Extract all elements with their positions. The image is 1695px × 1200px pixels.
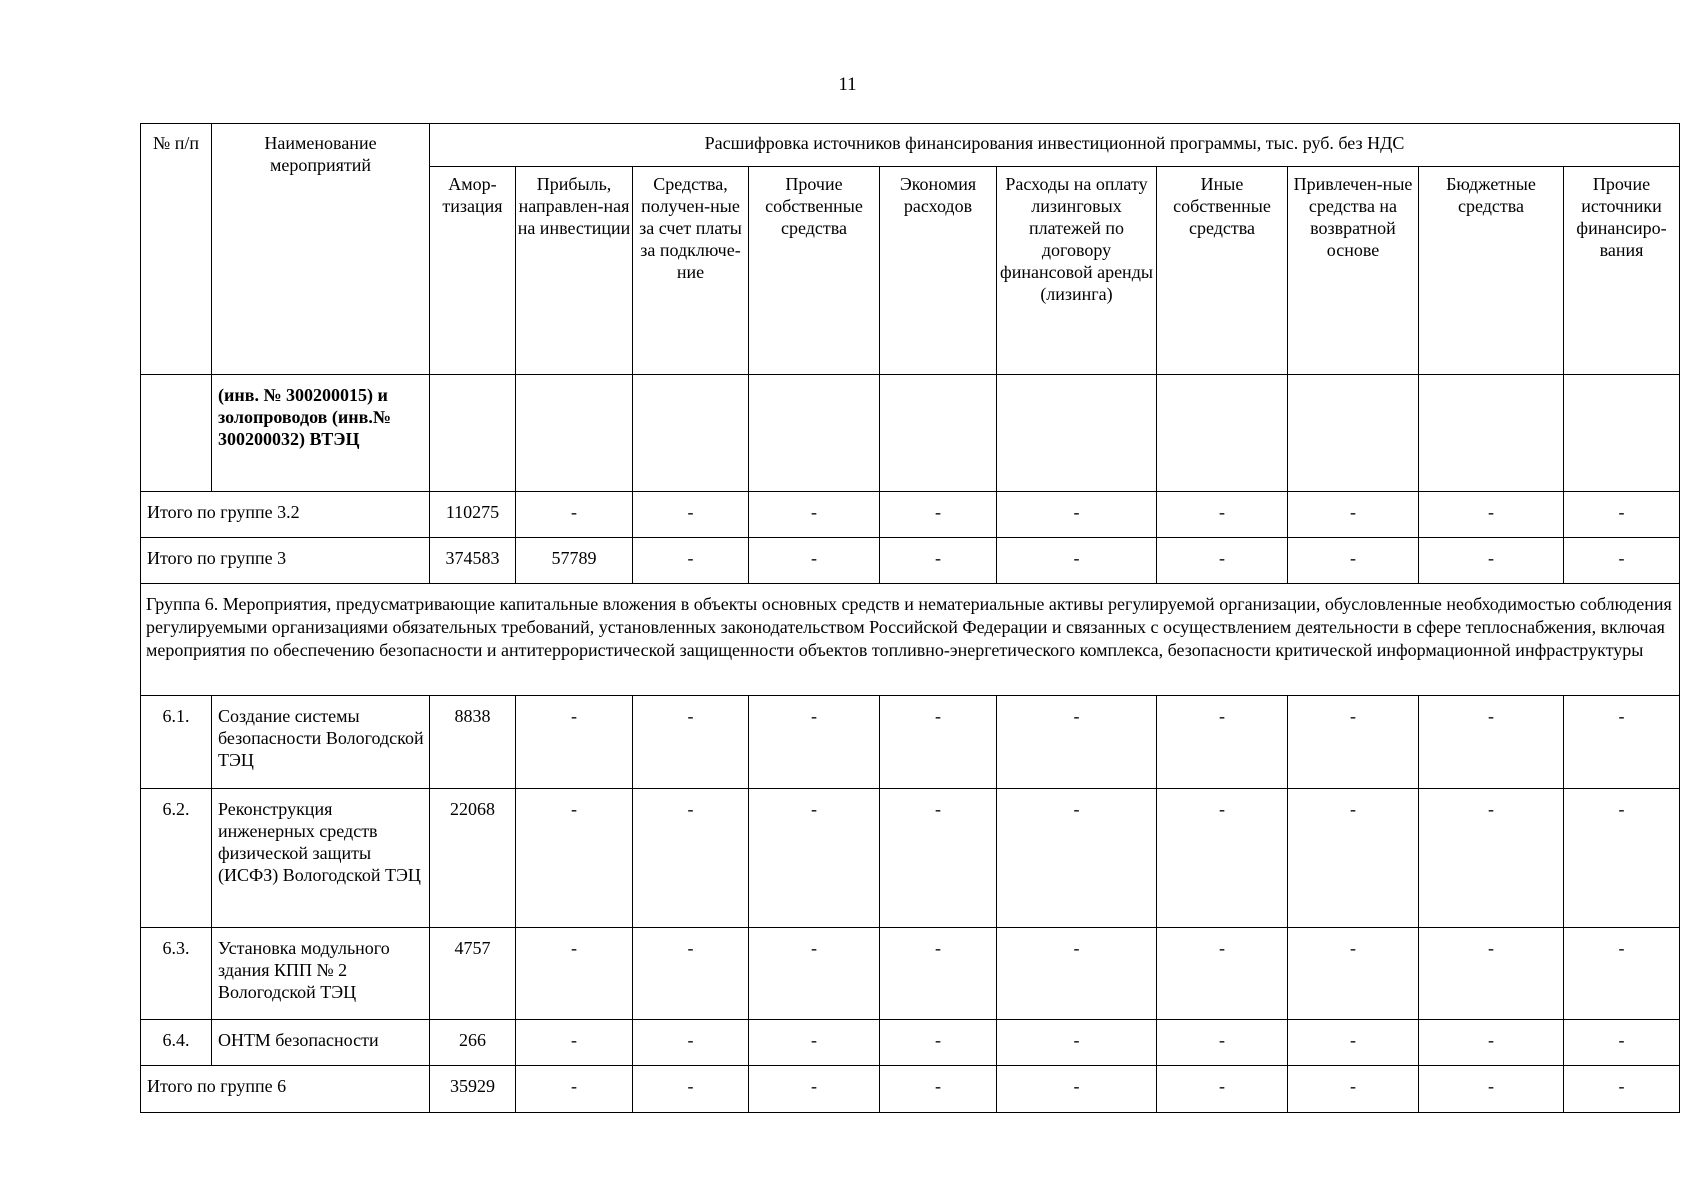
- cell-value: -: [1564, 492, 1680, 538]
- cell-value: -: [1288, 696, 1419, 789]
- header-row-top: [141, 124, 1680, 167]
- cell-num: 6.3.: [141, 928, 212, 1020]
- cell-value: -: [997, 928, 1157, 1020]
- cell-value: -: [1564, 696, 1680, 789]
- cell-value: -: [1157, 789, 1288, 928]
- cell-value: -: [516, 1066, 633, 1113]
- cell-name: (инв. № 300200015) и золопроводов (инв.№ 300200032) ВТЭЦ: [212, 375, 430, 492]
- cell-name: ОНТМ безопасности: [212, 1020, 430, 1066]
- total-label: Итого по группе 3.2: [141, 492, 430, 538]
- header-col-connection-fees: Средства, получен-ные за счет платы за подключе-ние: [633, 167, 749, 375]
- cell-num: [141, 375, 212, 492]
- header-col-other-sources: Прочие источники финансиро-вания: [1564, 167, 1680, 375]
- cell-value: -: [1288, 538, 1419, 584]
- cell-value: -: [516, 1020, 633, 1066]
- cell-value: -: [1157, 696, 1288, 789]
- cell-value: [1288, 375, 1419, 492]
- cell-name: Создание системы безопасности Вологодской ТЭЦ: [212, 696, 430, 789]
- cell-num: 6.2.: [141, 789, 212, 928]
- cell-value: -: [1419, 696, 1564, 789]
- header-col-savings: Экономия расходов: [880, 167, 997, 375]
- total-label: Итого по группе 3: [141, 538, 430, 584]
- cell-num: 6.4.: [141, 1020, 212, 1066]
- cell-value: [516, 375, 633, 492]
- cell-value: -: [997, 492, 1157, 538]
- cell-value: -: [1564, 1066, 1680, 1113]
- cell-name: Установка модульного здания КПП № 2 Вологодской ТЭЦ: [212, 928, 430, 1020]
- cell-value: -: [880, 1020, 997, 1066]
- cell-value: -: [633, 492, 749, 538]
- cell-value: -: [1419, 1020, 1564, 1066]
- cell-value: -: [633, 928, 749, 1020]
- cell-value: -: [1564, 538, 1680, 584]
- cell-value: 35929: [430, 1066, 516, 1113]
- table-row-total-group-6: [141, 1066, 1680, 1113]
- header-col-borrowed: Привлечен-ные средства на возвратной основе: [1288, 167, 1419, 375]
- cell-value: -: [1157, 1020, 1288, 1066]
- header-sources-title: Расшифровка источников финансирования инвестиционной программы, тыс. руб. без НДС: [430, 124, 1680, 167]
- table-row-total-group-3-2: [141, 492, 1680, 538]
- cell-value: -: [1288, 928, 1419, 1020]
- cell-value: -: [1564, 789, 1680, 928]
- cell-value: -: [997, 789, 1157, 928]
- header-num: № п/п: [141, 124, 212, 375]
- cell-name: Реконструкция инженерных средств физической защиты (ИСФЗ) Вологодской ТЭЦ: [212, 789, 430, 928]
- financing-table: [140, 123, 1680, 1113]
- total-label: Итого по группе 6: [141, 1066, 430, 1113]
- cell-value: [633, 375, 749, 492]
- cell-value: [997, 375, 1157, 492]
- cell-value: [430, 375, 516, 492]
- cell-value: -: [1564, 1020, 1680, 1066]
- cell-value: -: [880, 928, 997, 1020]
- cell-value: -: [749, 1020, 880, 1066]
- cell-value: -: [633, 696, 749, 789]
- table-row: [141, 789, 1680, 928]
- cell-value: -: [749, 1066, 880, 1113]
- cell-value: -: [749, 538, 880, 584]
- header-col-budget: Бюджетные средства: [1419, 167, 1564, 375]
- cell-value: -: [749, 696, 880, 789]
- header-col-other-own: Прочие собственные средства: [749, 167, 880, 375]
- header-name: Наименование мероприятий: [212, 124, 430, 375]
- cell-value: -: [1288, 1066, 1419, 1113]
- table-row-total-group-3: [141, 538, 1680, 584]
- cell-value: -: [749, 789, 880, 928]
- cell-value: -: [633, 1066, 749, 1113]
- page-number: 11: [838, 74, 857, 95]
- cell-num: 6.1.: [141, 696, 212, 789]
- cell-value: 4757: [430, 928, 516, 1020]
- cell-value: 8838: [430, 696, 516, 789]
- cell-value: -: [516, 492, 633, 538]
- cell-value: -: [516, 928, 633, 1020]
- cell-value: [1419, 375, 1564, 492]
- cell-value: -: [880, 696, 997, 789]
- table-row-continuation: [141, 375, 1680, 492]
- table-row: [141, 928, 1680, 1020]
- cell-value: 266: [430, 1020, 516, 1066]
- table-row: [141, 1020, 1680, 1066]
- cell-value: [1564, 375, 1680, 492]
- table-row: [141, 696, 1680, 789]
- cell-value: -: [633, 538, 749, 584]
- cell-value: 110275: [430, 492, 516, 538]
- cell-value: 57789: [516, 538, 633, 584]
- header-col-other-own-2: Иные собственные средства: [1157, 167, 1288, 375]
- cell-value: -: [1288, 492, 1419, 538]
- cell-value: -: [1564, 928, 1680, 1020]
- cell-value: -: [633, 789, 749, 928]
- cell-value: [880, 375, 997, 492]
- cell-value: -: [1419, 492, 1564, 538]
- cell-value: -: [749, 928, 880, 1020]
- cell-value: 22068: [430, 789, 516, 928]
- cell-value: -: [1419, 538, 1564, 584]
- cell-value: -: [1157, 538, 1288, 584]
- cell-value: -: [1157, 492, 1288, 538]
- cell-value: [749, 375, 880, 492]
- cell-value: -: [1419, 928, 1564, 1020]
- header-col-leasing: Расходы на оплату лизинговых платежей по договору финансовой аренды (лизинга): [997, 167, 1157, 375]
- cell-value: 374583: [430, 538, 516, 584]
- cell-value: -: [1419, 1066, 1564, 1113]
- cell-value: -: [516, 789, 633, 928]
- cell-value: -: [516, 696, 633, 789]
- cell-value: -: [997, 1066, 1157, 1113]
- cell-value: -: [880, 789, 997, 928]
- header-col-profit: Прибыль, направлен-ная на инвестиции: [516, 167, 633, 375]
- cell-value: -: [1288, 1020, 1419, 1066]
- cell-value: -: [880, 1066, 997, 1113]
- cell-value: -: [1157, 1066, 1288, 1113]
- cell-value: -: [1419, 789, 1564, 928]
- table-row-group-6-title: [141, 584, 1680, 696]
- header-col-amortization: Амор-тизация: [430, 167, 516, 375]
- cell-value: -: [749, 492, 880, 538]
- cell-value: -: [997, 538, 1157, 584]
- cell-value: -: [880, 492, 997, 538]
- cell-value: -: [1157, 928, 1288, 1020]
- cell-value: -: [1288, 789, 1419, 928]
- group-6-title: Группа 6. Мероприятия, предусматривающие капитальные вложения в объекты основных средств и нематериальные активы регулируемой организации, обусловленные необходимостью соблюдения регулируемыми организациями обязательных требований, установленных законодательством Российской Федерации и связанных с осуществлением деятельности в сфере теплоснабжения, включая мероприятия по обеспечению безопасности и антитеррористической защищенности объектов топливно-энергетического комплекса, безопасности критической информационной инфраструктуры: [141, 584, 1680, 696]
- cell-value: [1157, 375, 1288, 492]
- cell-value: -: [633, 1020, 749, 1066]
- cell-value: -: [880, 538, 997, 584]
- cell-value: -: [997, 1020, 1157, 1066]
- cell-value: -: [997, 696, 1157, 789]
